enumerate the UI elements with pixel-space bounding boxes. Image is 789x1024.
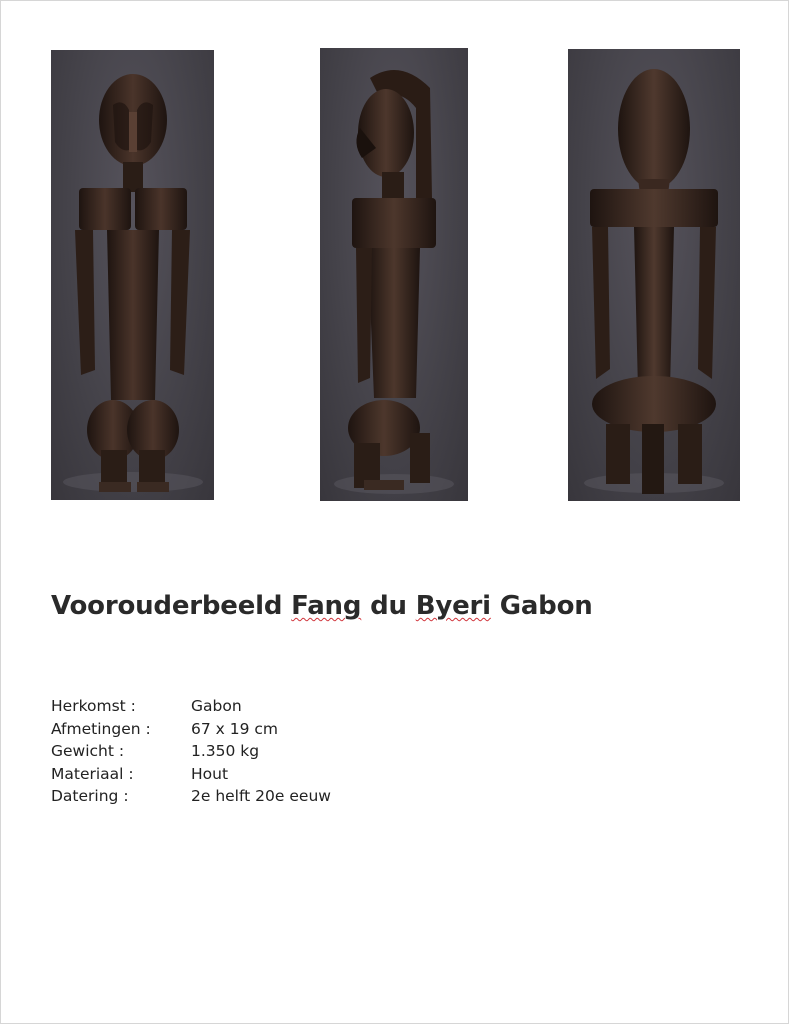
spec-row-material [51, 763, 331, 786]
title-word-fang: Fang [291, 591, 362, 621]
spec-row-weight [51, 740, 331, 763]
title-part-2: du [361, 591, 416, 621]
spec-label: Datering : [51, 787, 129, 805]
spec-label: Materiaal : [51, 764, 134, 783]
spec-row-dimensions [51, 718, 331, 741]
figure-side-image [320, 48, 468, 501]
figure-side-photo [320, 48, 468, 501]
figure-front-image [51, 50, 214, 500]
page-title [51, 591, 593, 621]
spec-label: Gewicht : [51, 742, 125, 760]
spec-row-dating [51, 785, 331, 808]
spec-row-origin [51, 695, 331, 718]
spec-value[interactable]: 2e helft 20e eeuw [191, 787, 331, 805]
specifications-list [51, 695, 331, 808]
spec-value: Gabon [191, 697, 242, 715]
spec-value: Hout [191, 764, 229, 783]
title-part-1: Voorouderbeeld [51, 591, 292, 621]
spec-value: 67 x 19 cm [191, 719, 279, 738]
spec-label: Afmetingen : [51, 719, 151, 738]
figure-back-photo [568, 49, 740, 501]
figure-back-image [568, 49, 740, 501]
figure-front-photo [51, 50, 214, 500]
title-part-3: Gabon [490, 591, 593, 621]
title-word-byeri: Byeri [415, 591, 491, 621]
spec-value: 1.350 kg [191, 742, 260, 760]
spec-label: Herkomst : [51, 697, 136, 715]
